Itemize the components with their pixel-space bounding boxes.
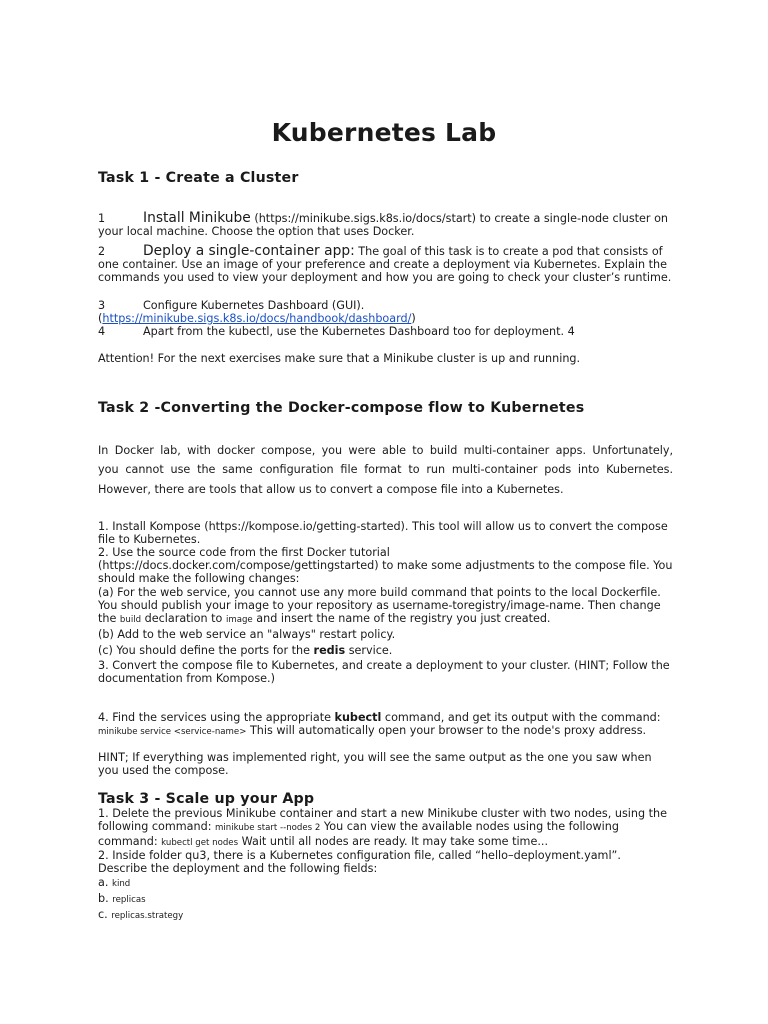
code-minikube-start: minikube start --nodes 2 [215,823,321,834]
step-text: 1. Delete the previous Minikube container and start a new Minikube cluster with two nodes, using the following command: [98,807,667,834]
dashboard-link[interactable]: https://minikube.sigs.k8s.io/docs/handbook/dashboard/ [102,312,412,326]
task3-field-c [98,908,673,923]
item-text: (https://minikube.sigs.k8s.io/docs/start) to create a single-node cluster on your local machine. Choose the option that uses Docker. [98,212,669,239]
task2-step-1: 1. Install Kompose (https://kompose.io/getting-started). This tool will allow us to convert the compose file to Kubernetes. [98,520,668,547]
task3-field-b [98,892,673,907]
step-text: This will automatically open your browser to the node's proxy address. [246,724,647,738]
step-text: command, and get its output with the command: [381,711,661,724]
field-name: replicas [112,895,146,905]
code-minikube-service: minikube service <service-name> [98,727,247,738]
task2-hint: HINT; If everything was implemented right, you will see the same output as the one you saw when you used the compose. [98,751,652,778]
step-text: 4. Find the services using the appropriate [98,711,335,724]
step-text: service. [345,644,393,657]
code-kubectl-get-nodes: kubectl get nodes [161,838,239,849]
task3-field-a [98,876,673,891]
task1-heading: Task 1 - Create a Cluster [98,170,299,186]
task2-step-2: 2. Use the source code from the first Docker tutorial (https://docs.docker.com/compose/gettingstarted) to make some adjustments to the compose file. You should make the following changes: [98,546,673,586]
task1-item-1 [98,212,673,238]
task3-heading: Task 3 - Scale up your App [98,791,315,807]
task2-intro-line-2: you cannot use the same configuration file format to run multi-container pods into Kubernetes. [98,463,673,476]
paren-close: ) [411,312,416,326]
paren-open: ( [98,312,103,326]
task2-step-3: 3. Convert the compose file to Kubernetes, and create a deployment to your cluster. (HINT; Follow the documentation from Kompose.) [98,659,670,686]
step-text: (c) You should define the ports for the [98,644,314,657]
task2-intro-line-1: In Docker lab, with docker compose, you were able to build multi-container apps. Unfortunately, [98,444,673,457]
task2-step-a [98,586,673,628]
task1-item-3 [98,299,673,325]
step-text: Wait until all nodes are ready. It may take some time... [238,835,549,849]
task2-heading: Task 2 -Converting the Docker-compose flow to Kubernetes [98,400,585,416]
item-text: Configure Kubernetes Dashboard (GUI). [143,299,365,312]
step-text: (a) For the web service, you cannot use any more build command that points to the local Dockerfile. You should publish your image to your repository as username-toregistry/image-name. Then change the [98,586,661,626]
item-lead: Deploy a single-container app: [143,243,355,259]
task1-item-4 [98,325,673,338]
field-letter: c. [98,908,108,921]
task2-step-4 [98,711,673,739]
item-number: 4 [98,325,106,338]
kubectl-keyword: kubectl [334,711,382,724]
item-lead: Install Minikube [143,210,251,226]
step-text: and insert the name of the registry you just created. [252,612,551,626]
item-text: Apart from the kubectl, use the Kubernetes Dashboard too for deployment. 4 [143,325,575,338]
attention-note: Attention! For the next exercises make sure that a Minikube cluster is up and running. [98,352,581,365]
redis-keyword: redis [313,644,346,657]
code-build: build [119,615,142,626]
field-letter: a. [98,876,109,889]
item-text: The goal of this task is to create a pod that consists of one container. Use an image of your preference and create a deployment via Kubernetes. Explain the commands you used to view your deployment and how you are going to check your cluster’s runtime. [98,245,672,285]
item-number: 3 [98,299,106,312]
step-text: You can view the available nodes using the following command: [98,820,619,849]
field-letter: b. [98,892,109,905]
page-title: Kubernetes Lab [271,118,497,147]
item-number: 1 [98,212,106,225]
code-image: image [225,615,253,626]
field-name: replicas.strategy [111,911,184,921]
step-text: declaration to [141,612,226,626]
task3-step-2: 2. Inside folder qu3, there is a Kubernetes configuration file, called “hello–deployment.yaml”. Describe the deployment and the following fields: [98,849,621,876]
task2-step-c [98,644,673,657]
field-name: kind [111,879,131,889]
task3-step-1 [98,807,673,851]
task1-item-2 [98,245,673,285]
task2-step-b: (b) Add to the web service an "always" restart policy. [98,628,396,641]
task2-intro-line-3: However, there are tools that allow us to convert a compose file into a Kubernetes. [98,483,564,496]
item-number: 2 [98,245,106,258]
